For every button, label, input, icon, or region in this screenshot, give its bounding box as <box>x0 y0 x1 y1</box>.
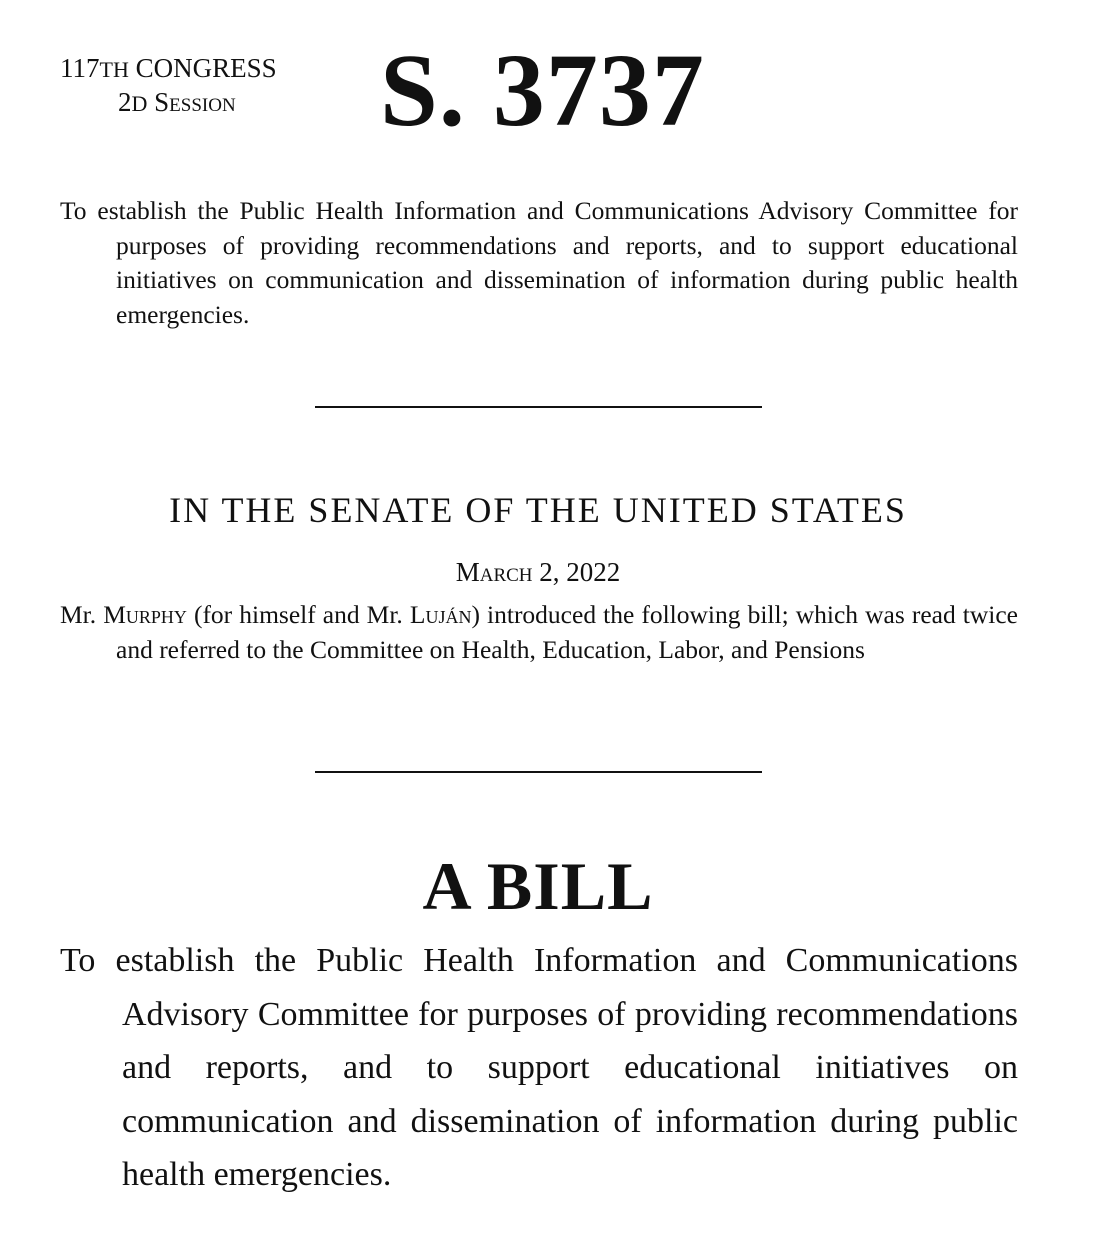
intro-middle: (for himself and Mr. <box>193 600 403 629</box>
bill-number: S. 3737 <box>380 33 705 148</box>
chamber-heading: IN THE SENATE OF THE UNITED STATES <box>169 490 907 530</box>
congress-number: 117 <box>60 53 100 83</box>
sponsor-name: Murphy <box>103 600 187 629</box>
cosponsor-name: Luján <box>409 600 472 629</box>
congress-word: CONGRESS <box>135 53 277 83</box>
session-line <box>60 86 330 120</box>
intro-rest: ) introduced the following bill; which was read twice and referred to the Committee on Health, Education, Labor, and Pensions <box>116 600 1018 664</box>
bill-heading: A BILL <box>422 848 654 924</box>
divider-rule <box>315 771 762 773</box>
session-word: Session <box>154 87 236 117</box>
congress-suffix: TH <box>99 57 129 82</box>
session-number: 2 <box>118 87 132 117</box>
sponsor-prefix: Mr. <box>60 600 97 629</box>
congress-session-block <box>60 52 330 120</box>
session-suffix: D <box>131 91 148 116</box>
bill-title: To establish the Public Health Information and Communications Advisory Committee for purposes of providing recommendations and reports, and to support educational initiatives on communication and dissemination of information during public health emergencies. <box>60 942 1018 1193</box>
introduction-statement <box>60 597 1018 667</box>
introduction-date: March 2, 2022 <box>455 557 621 587</box>
congress-line <box>60 52 330 86</box>
bill-summary: To establish the Public Health Information and Communications Advisory Committee for purposes of providing recommendations and reports, and to support educational initiatives on communication and dissemination of information during public health emergencies. <box>60 196 1018 329</box>
divider-rule <box>315 406 762 408</box>
